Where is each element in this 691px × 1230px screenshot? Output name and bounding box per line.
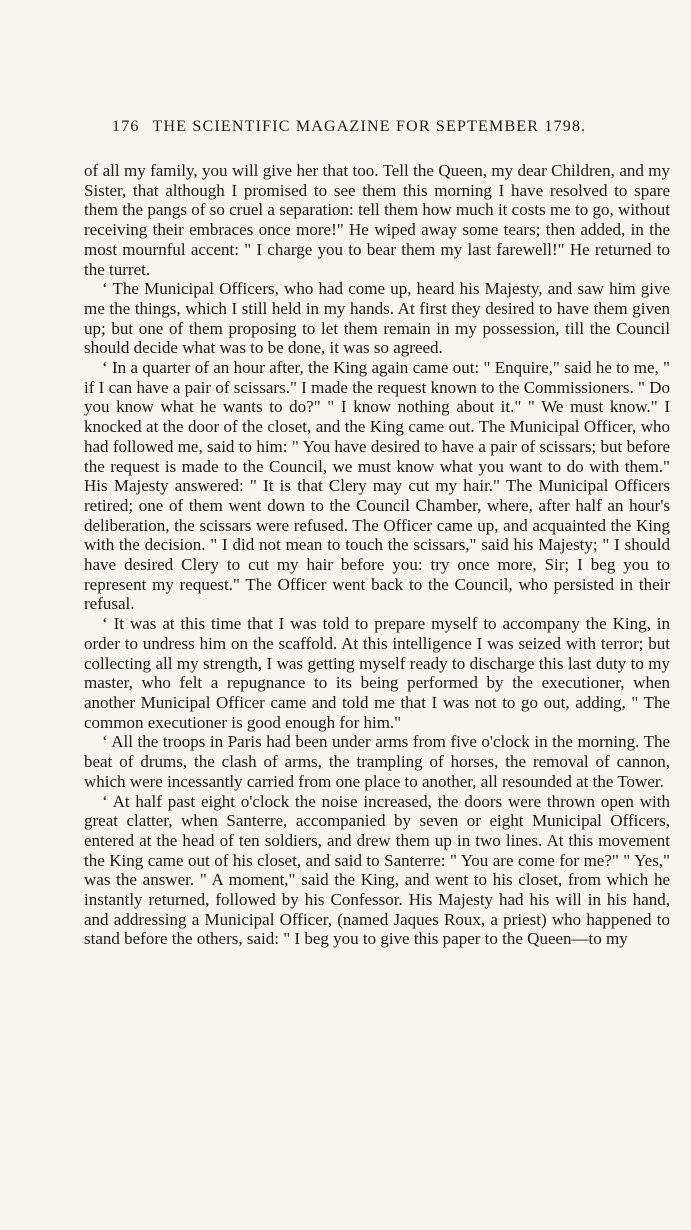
paragraph: of all my family, you will give her that too. Tell the Queen, my dear Children, and my Sister, that although I promised to see them this morning I have resolved to spare them the pangs of so cruel a separation: tell them how much it costs me to go, without receiving their embraces once more!" He wiped away some tears; then added, in the most mournful accent: " I charge you to bear them my last farewell!" He returned to the turret. <box>84 161 670 279</box>
paragraph: ‘ At half past eight o'clock the noise increased, the doors were thrown open with great clatter, when Santerre, accompanied by seven or eight Municipal Officers, entered at the head of ten soldiers, and drew them up in two lines. At this movement the King came out of his closet, and said to Santerre: " You are come for me?" " Yes," was the answer. " A moment," said the King, and went to his closet, from which he instantly returned, followed by his Confessor. His Majesty had his will in his hand, and addressing a Municipal Officer, (named Jaques Roux, a priest) who happened to stand before the others, said: " I beg you to give this paper to the Queen—to my <box>84 791 670 949</box>
paragraph: ‘ It was at this time that I was told to prepare myself to accompany the King, in order to undress him on the scaffold. At this intelligence I was seized with terror; but collecting all my strength, I was getting myself ready to discharge this last duty to my master, who felt a repugnance to its being performed by the executioner, when another Municipal Officer came and told me that I was not to go out, adding, " The common executioner is good enough for him." <box>84 614 670 732</box>
body-text <box>84 161 670 949</box>
paragraph: ‘ All the troops in Paris had been under arms from five o'clock in the morning. The beat of drums, the clash of arms, the trampling of horses, the removal of cannon, which were incessantly carried from one place to another, all resounded at the Tower. <box>84 732 670 791</box>
running-title: THE SCIENTIFIC MAGAZINE FOR SEPTEMBER 1798. <box>152 118 587 135</box>
page-number: 176 <box>112 118 140 135</box>
running-header <box>112 118 660 136</box>
paragraph: ‘ In a quarter of an hour after, the King again came out: " Enquire," said he to me, " if I can have a pair of scissars." I made the request known to the Commissioners. " Do you know what he wants to do?" " I know nothing about it." " We must know." I knocked at the door of the closet, and the King came out. The Municipal Officer, who had followed me, said to him: " You have desired to have a pair of scissars; but before the request is made to the Council, we must know what you want to do with them." His Majesty answered: " It is that Clery may cut my hair." The Municipal Officers retired; one of them went down to the Council Chamber, where, after half an hour's deliberation, the scissars were refused. The Officer came up, and acquainted the King with the decision. " I did not mean to touch the scissars," said his Majesty; " I should have desired Clery to cut my hair before you: try once more, Sir; I beg you to represent my request." The Officer went back to the Council, who persisted in their refusal. <box>84 358 670 614</box>
paragraph: ‘ The Municipal Officers, who had come up, heard his Majesty, and saw him give me the things, which I still held in my hands. At first they desired to have them given up; but one of them proposing to let them remain in my possession, till the Council should decide what was to be done, it was so agreed. <box>84 279 670 358</box>
